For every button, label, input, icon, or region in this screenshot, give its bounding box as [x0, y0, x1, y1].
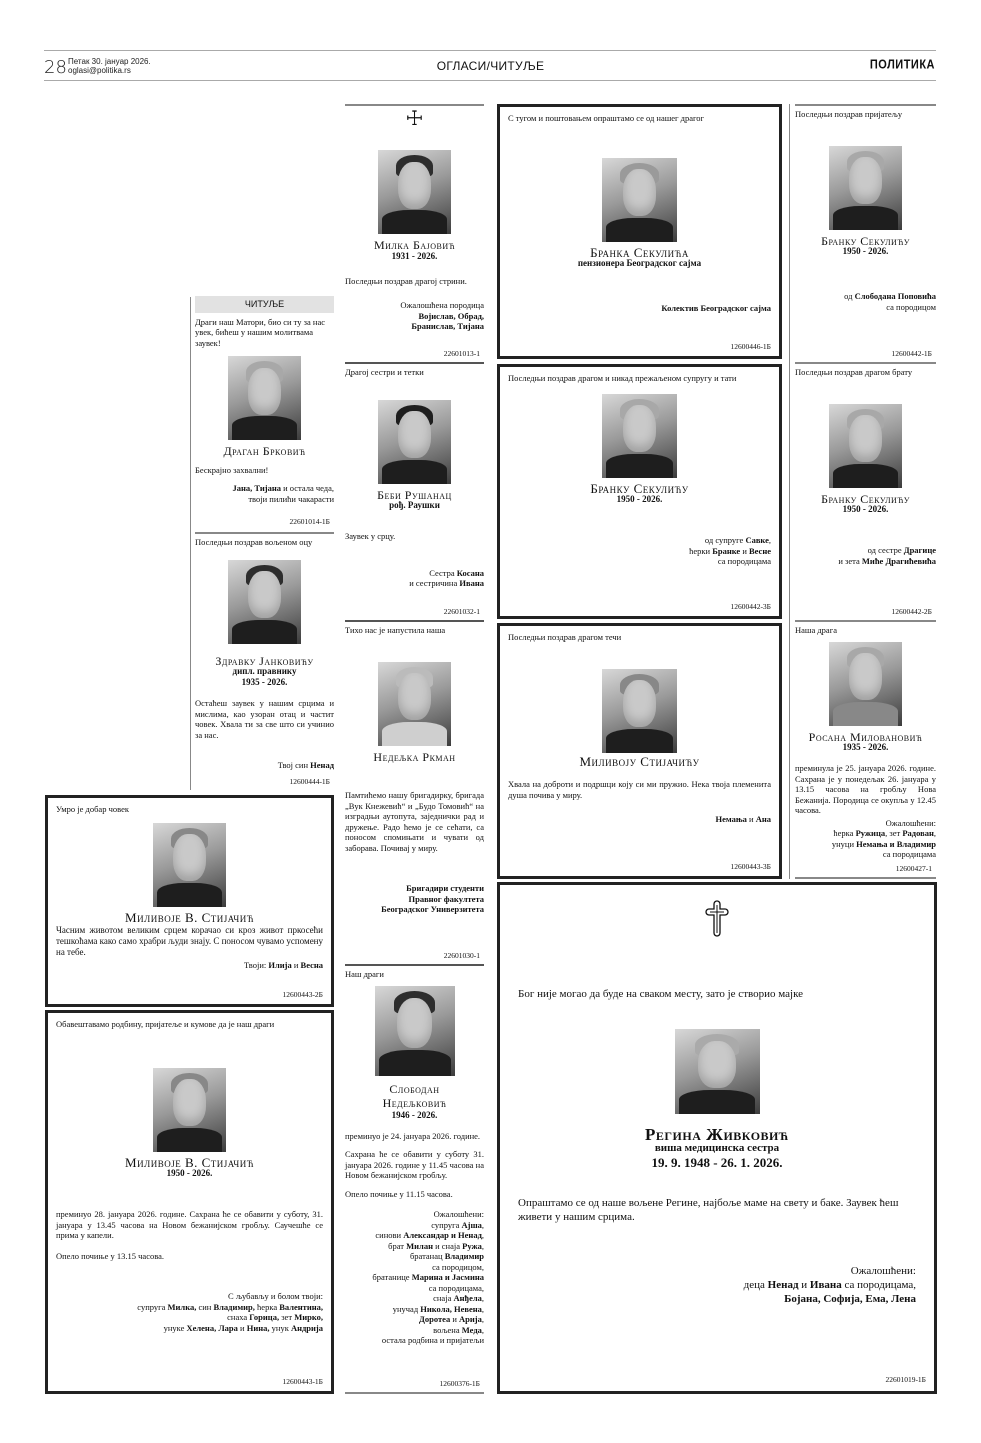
signer-names: Ана — [755, 814, 771, 824]
signer-names: Илија — [268, 960, 292, 970]
portrait-photo — [153, 823, 226, 907]
portrait-photo — [829, 642, 902, 726]
signer-names: Нина, — [246, 1322, 270, 1333]
signer-names: Ненад — [767, 1279, 799, 1291]
signer-names: Ненад — [310, 760, 334, 770]
signer-text: унук — [269, 1322, 291, 1333]
mourner-line: са породицом, — [432, 1261, 484, 1272]
last-name: Недељковић — [382, 1095, 447, 1110]
signer-text: Сестра — [429, 567, 457, 578]
notice-lead: Последњи поздрав драгом течи — [508, 632, 622, 642]
deceased-name: Миливоју Стијачићу — [579, 753, 700, 769]
signer-names: Хелена, Лара — [186, 1322, 238, 1333]
signer-names: Немања — [715, 814, 747, 824]
section-title: ОГЛАСИ/ЧИТУЉЕ — [436, 59, 545, 73]
signer-text: Твој син — [277, 760, 311, 770]
life-years: 1950 - 2026. — [166, 1168, 213, 1178]
notice-body: Хвала на доброти и подршци коју си ми пружио. Нека твоја племенита душа почива у миру. — [508, 779, 771, 800]
obituary-milka-bajovic — [345, 104, 484, 362]
notice-signature — [508, 814, 771, 825]
notice-lead: Наша драга — [795, 625, 837, 635]
ad-code: 22601019-1Б — [885, 1375, 926, 1384]
ad-code: 12600442-1Б — [891, 348, 932, 358]
obituary-rosana-milovanovic — [795, 620, 936, 879]
signer-text: супруга — [137, 1301, 168, 1312]
mourner-line: братанице Марина и Јасмина — [372, 1272, 484, 1282]
signer-names: Горица, — [249, 1312, 280, 1322]
signer-names: Косана — [456, 567, 484, 578]
mourner-line: синови Александар и Ненад, — [375, 1230, 484, 1240]
notice-body: Заувек у срцу. — [345, 531, 396, 541]
portrait-photo — [829, 146, 902, 230]
signer-names: Мирко, — [294, 1312, 323, 1322]
notice-lead: Бог није могао да буде на сваком месту, зато је створио мајке — [518, 988, 804, 1000]
signer-text: Ожалошћена породица — [400, 300, 484, 310]
portrait-photo — [375, 986, 455, 1076]
obituary-milivoje-stijacic-teca — [497, 623, 782, 879]
notice-signature — [518, 1264, 916, 1306]
life-years: 1950 - 2026. — [616, 494, 663, 504]
signer-text: ћерка — [833, 828, 856, 838]
signer-text: Ожалошћени: — [885, 817, 936, 828]
signer-text: и — [798, 1279, 810, 1291]
signer-text: деца — [743, 1279, 768, 1291]
signer-names: Ивана — [459, 578, 484, 588]
notice-body: Бескрајно захвални! — [195, 464, 269, 475]
signer-names: Бранислав, Тијана — [411, 321, 484, 331]
portrait-photo — [378, 662, 451, 746]
signer-line — [164, 1323, 323, 1333]
signer-names: Слободана Поповића — [854, 291, 936, 301]
ad-code: 12600443-2Б — [282, 989, 323, 999]
signer-text: , зет — [885, 828, 903, 838]
obituary-regina-zivkovic — [497, 882, 937, 1394]
ad-code: 22601013-1 — [443, 348, 480, 358]
ad-code: 12600442-2Б — [891, 606, 932, 616]
obituary-branko-sekulic-friend — [795, 104, 936, 362]
signer-text: од — [844, 291, 855, 301]
signer-names: Београдског Универзитета — [381, 904, 484, 914]
portrait-photo — [602, 394, 677, 478]
deceased-name: Бранку Секулићу — [590, 480, 689, 496]
notice-lead: Драги наш Матори, био си ту за нас увек, бићеш у нашим молитвама заувек! — [195, 316, 326, 348]
life-years: 1931 - 2026. — [391, 250, 438, 261]
deceased-title: виша медицинска сестра — [654, 1142, 780, 1154]
notice-body: Остаћеш заувек у нашим срцима и мислима, као узоран отац и частит човек. Хвала ти за све што си учинио за нас. — [195, 698, 334, 740]
signer-text: унуци — [831, 838, 857, 849]
signer-names: Валентина, — [279, 1301, 323, 1312]
contact-email[interactable]: oglasi@politika.rs — [68, 66, 131, 75]
signer-text: са породицама — [717, 556, 771, 566]
notice-signature — [345, 568, 484, 589]
mourner-line: вољена Меда, — [433, 1324, 484, 1335]
maiden-name: рођ. Раушки — [389, 500, 440, 510]
portrait-photo — [829, 404, 902, 488]
mourner-line: брат Милан и снаја Ружа, — [388, 1240, 484, 1251]
signer-line — [137, 1302, 323, 1312]
header-bottom-rule — [44, 80, 936, 81]
deceased-name: Милка Бајовић — [373, 238, 456, 252]
signer-names: Савке — [745, 535, 769, 545]
notice-body: Памтићемо нашу бригадирку, бригада „Вук Кнежевић“ и „Будо Томовић“ на изградњи аутопута, заједнички рад и дружење. Радо ћемо је се сећати, са поносом спомињати и чувати од заборава. Почивај у миру. — [345, 790, 484, 853]
column-rule — [789, 104, 790, 879]
signer-text: зет — [279, 1312, 295, 1322]
notice-lead: Тихо нас је напустила наша — [345, 625, 446, 635]
signer-text: са породицом — [886, 301, 936, 312]
ad-code: 12600444-1Б — [289, 776, 330, 786]
obituary-branko-sekulic-sajam — [497, 104, 782, 359]
newspaper-logo: ПОЛИТИКА — [869, 58, 935, 72]
first-name: Слободан — [389, 1081, 440, 1096]
ad-code: 12600442-3Б — [730, 601, 771, 611]
signer-names: Андрија — [290, 1322, 323, 1333]
obituary-branko-sekulic-family — [497, 364, 782, 619]
signer-text: унуке — [163, 1322, 187, 1333]
obituary-zdravko-jankovic — [195, 532, 334, 790]
notice-signature: Колектив Београдског сајма — [661, 303, 771, 313]
signer-text: и — [237, 1322, 247, 1333]
deceased-name: Росана Миловановић — [808, 729, 923, 744]
life-dates: 19. 9. 1948 - 26. 1. 2026. — [651, 1155, 783, 1170]
deceased-name: Регина Живковић — [645, 1125, 789, 1144]
signer-text: и — [746, 814, 756, 824]
notice-signature: Ожалошћени: ћерка Ружица, зет Радован, унуци Немања и Владимир са породицама — [831, 817, 936, 859]
signer-text: Ожалошћени: — [850, 1265, 916, 1277]
ad-code: 12600427-1 — [895, 863, 932, 873]
service-info: Опело почиње у 11.15 часова. — [345, 1188, 453, 1199]
orthodox-cross-icon: ☩ — [405, 108, 424, 130]
signer-text: са породицама, — [841, 1279, 916, 1291]
mourner-line: братанац Владимир — [409, 1251, 484, 1261]
header-top-rule — [44, 50, 936, 51]
signer-text: Твоји: — [243, 960, 269, 970]
signer-names: Ивана — [809, 1279, 842, 1291]
ad-code: 22601014-1Б — [289, 516, 330, 526]
notice-signature — [195, 760, 334, 771]
portrait-photo — [602, 158, 677, 242]
deceased-name: Миливоје В. Стијачић — [125, 909, 254, 925]
signer-names: Миће Драгићевића — [861, 555, 936, 566]
mourner-line: снаја Анђела, — [433, 1293, 484, 1303]
notice-lead: С тугом и поштовањем опраштамо се од нашег драгог — [508, 113, 705, 123]
notice-signature — [345, 300, 484, 332]
signer-line — [227, 1312, 323, 1322]
obituary-dragan-brkovic — [195, 296, 334, 530]
orthodox-cross-icon — [518, 899, 916, 945]
notice-lead: Наш драги — [345, 969, 384, 979]
ad-code: 12600443-3Б — [730, 861, 771, 871]
life-years: 1950 - 2026. — [842, 246, 889, 256]
obituary-bebi-rusanac — [345, 362, 484, 620]
deceased-name: Миливоје В. Стијачић — [125, 1154, 254, 1170]
ad-code: 22601032-1 — [443, 606, 480, 616]
deceased-name: Недељка Ркман — [373, 749, 456, 764]
signer-text: и сестричина — [409, 578, 460, 588]
deceased-name — [345, 1082, 484, 1110]
notice-lead: Драгој сестри и тетки — [345, 367, 424, 377]
notice-body: Часним животом великим срцем корачао си кроз живот пркосећи тешкоћама како само храбри људи знају. С поносом чувамо успомену на тебе. — [56, 925, 323, 957]
signer-names: Весна — [300, 960, 323, 970]
mourner-line: са породицама, — [428, 1282, 484, 1293]
life-years: 1946 - 2026. — [391, 1109, 438, 1120]
notice-lead: Последњи поздрав пријатељу — [795, 109, 903, 119]
notice-body: преминуо 28. јануара 2026. године. Сахрана ће се обавити у суботу, 31. јануара у 13.45 часова на Новом бежанијском гробљу. Саучешће се прима у капели. — [56, 1209, 323, 1240]
mourner-line: Доротеа и Арија, — [419, 1314, 484, 1324]
notice-signature — [56, 1291, 323, 1333]
deceased-name: Бранку Секулићу — [821, 491, 910, 506]
ad-code: 22601030-1 — [443, 950, 480, 960]
notice-lead: Последњи поздрав вољеном оцу — [195, 537, 313, 547]
deceased-title: пензионера Београдског сајма — [577, 258, 702, 268]
signer-text: и — [740, 545, 749, 556]
signer-names: Бојана, Софија, Ема, Лена — [784, 1293, 916, 1305]
life-years: 1950 - 2026. — [842, 504, 889, 514]
portrait-photo — [228, 560, 301, 644]
life-years: 1935 - 2026. — [241, 677, 288, 687]
mourner-line: остала родбина и пријатељи — [381, 1335, 484, 1345]
notice-body: преминуо је 24. јануара 2026. године. — [345, 1130, 481, 1141]
mourners-list — [345, 1209, 484, 1346]
signer-names: Правног факултета — [408, 893, 484, 904]
signer-names: Немања и Владимир — [856, 838, 936, 849]
column-rule — [190, 297, 191, 790]
portrait-photo — [228, 356, 301, 440]
signer-text: и — [291, 960, 301, 970]
notice-lead: Умро је добар човек — [56, 804, 129, 814]
ad-code: 12600443-1Б — [282, 1376, 323, 1386]
signer-text: С љубављу и болом твоји: — [228, 1291, 323, 1301]
signer-names: Бранке — [712, 545, 741, 556]
signer-names: Радован — [902, 828, 934, 838]
service-info: Опело почиње у 13.15 часова. — [56, 1250, 165, 1261]
notice-signature: од супруге Савке, ћерки Бранке и Весне са породицама — [689, 535, 771, 566]
page-number: 28 — [44, 57, 67, 78]
portrait-photo — [602, 669, 677, 753]
notice-body: преминула је 25. јануара 2026. године. Сахрана је у понедељак 26. јануара у 13.15 часова на гробљу Нова Бежанија. Породица се окупља у 12.45 часова. — [795, 763, 936, 815]
deceased-name: Драган Брковић — [223, 444, 306, 458]
deceased-name: Здравку Јанковићу — [215, 653, 314, 668]
section-label: ЧИТУЉЕ — [195, 296, 334, 313]
signer-names: Весне — [749, 545, 771, 556]
mourner-line: супруга Ајша, — [431, 1219, 484, 1230]
notice-body: Опраштамо се од наше вољене Регине, најбоље маме на свету и баке. Заувек ћеш живети у нашим срцима. — [518, 1197, 899, 1223]
signer-text: и остала чеда, — [281, 483, 334, 493]
signer-names: Владимир, — [213, 1301, 255, 1312]
signer-text: од сестре — [867, 545, 904, 555]
notice-lead: Обавештавамо родбину, пријатеље и кумове да је наш драги — [56, 1019, 275, 1029]
notice-lead: Последњи поздрав драгом брату — [795, 367, 913, 377]
signer-text: син — [196, 1301, 214, 1312]
signer-text: ћерка — [254, 1301, 280, 1312]
signer-names: Војислав, Обрад, — [418, 310, 484, 321]
signer-text: и зета — [838, 555, 862, 566]
portrait-photo — [378, 150, 451, 234]
obituary-nedeljka-rkman — [345, 620, 484, 964]
signer-text: са породицама — [882, 849, 936, 859]
portrait-photo — [153, 1068, 226, 1152]
obituary-milivoje-stijacic-good-man — [45, 795, 334, 1007]
deceased-name: Бранка Секулића — [590, 244, 689, 260]
portrait-photo — [378, 400, 451, 484]
signer-text: ћерки — [689, 545, 713, 556]
signer-names: Драгице — [903, 545, 936, 555]
notice-signature — [795, 545, 936, 566]
obituary-slobodan-nedeljkovic — [345, 964, 484, 1394]
notice-signature — [56, 960, 323, 971]
signer-text: снаха — [227, 1312, 250, 1322]
signer-text: од супруге — [704, 535, 746, 545]
notice-signature — [345, 883, 484, 915]
deceased-name: Беби Рушанац — [377, 487, 452, 502]
mourner-line: унучад Никола, Невена, — [392, 1303, 484, 1314]
issue-date: Петак 30. јануар 2026. — [68, 57, 151, 66]
ad-code: 12600376-1Б — [439, 1378, 480, 1388]
ad-code: 12600446-1Б — [730, 341, 771, 351]
signer-names: Милка, — [167, 1301, 197, 1312]
funeral-info: Сахрана ће се обавити у суботу 31. јануара 2026. године у 11.45 часова на Новом бежанијском гробљу. — [345, 1149, 484, 1180]
mourner-line: Ожалошћени: — [433, 1209, 484, 1219]
notice-signature — [795, 291, 936, 312]
notice-body: Последњи поздрав драгој стрини. — [345, 275, 467, 286]
signer-text: твоји пилићи чакарасти — [248, 493, 334, 504]
deceased-title: дипл. правнику — [232, 666, 297, 676]
signer-names: Бригадири студенти — [406, 883, 484, 893]
life-years: 1935 - 2026. — [842, 742, 889, 752]
portrait-photo — [675, 1029, 760, 1114]
obituary-milivoje-stijacic-family — [45, 1010, 334, 1394]
signer-names: Јана, Тијана — [232, 483, 281, 493]
obituary-branko-sekulic-brother — [795, 362, 936, 620]
notice-lead: Последњи поздрав драгом и никад прежаљеном супругу и тати — [508, 373, 737, 383]
deceased-name: Бранку Секулићу — [821, 233, 910, 248]
signer-names: Ружица — [855, 828, 886, 838]
notice-signature — [195, 483, 334, 504]
